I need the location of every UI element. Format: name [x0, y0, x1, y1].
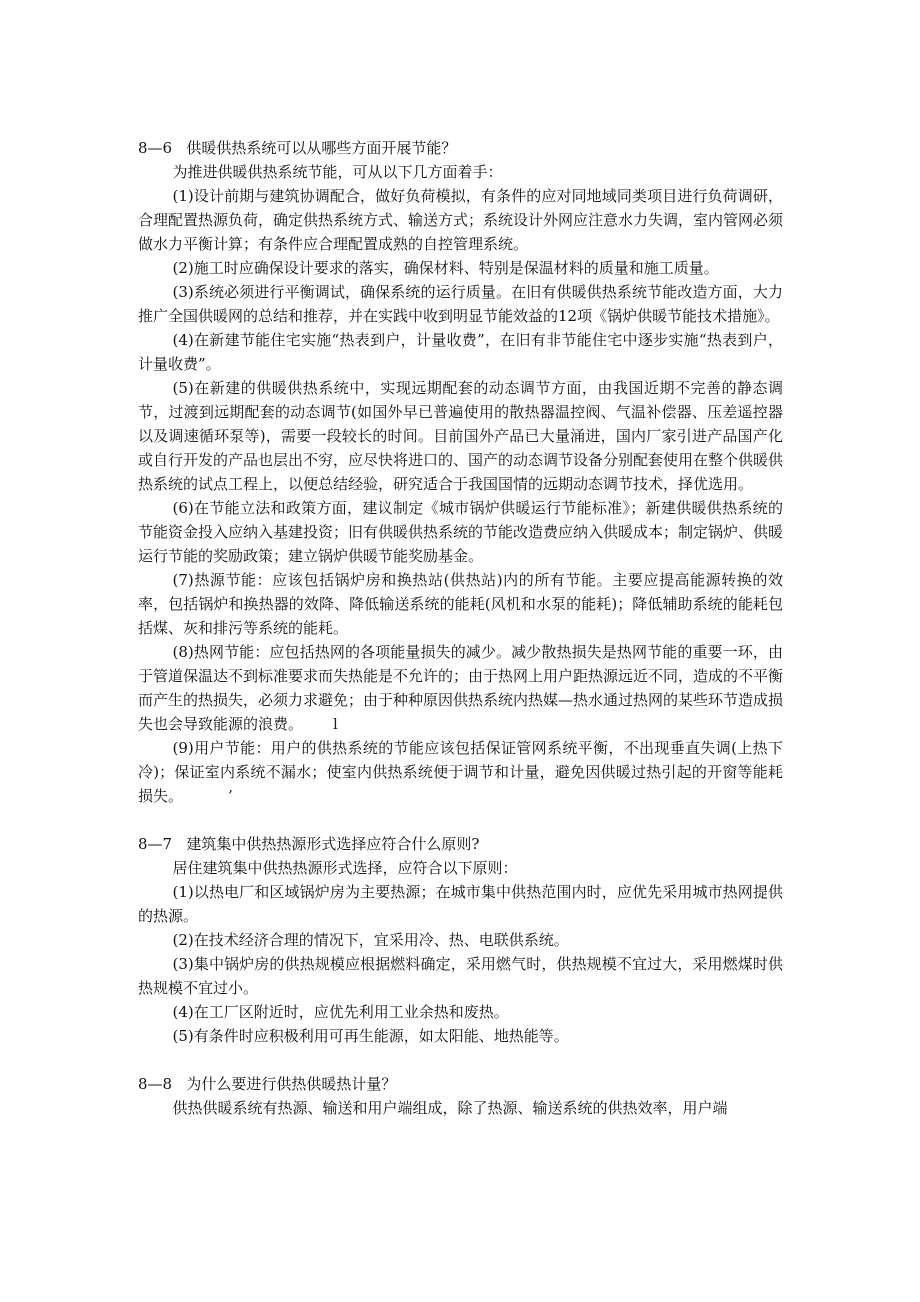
paragraph-with-mark — [138, 640, 783, 736]
paragraph: 供热供暖系统有热源、输送和用户端组成，除了热源、输送系统的供热效率，用户端 — [172, 1099, 728, 1117]
section-heading: 8—6 供暖供热系统可以从哪些方面开展节能？ — [138, 139, 457, 157]
paragraph: (2)施工时应确保设计要求的落实，确保材料、特别是保温材料的质量和施工质量。 — [172, 259, 719, 277]
section-spacer — [138, 1048, 783, 1072]
paragraph: (5)有条件时应积极利用可再生能源，如太阳能、地热能等。 — [172, 1027, 569, 1045]
section-spacer — [138, 808, 783, 832]
paragraph: (6)在节能立法和政策方面，建议制定《城市锅炉供暖运行节能标准》；新建供暖供热系统的节能资金投入应纳入基建投资；旧有供暖供热系统的节能改造费应纳入供暖成本；制定锅炉、供暖运行节能的奖励政策；建立锅炉供暖节能奖励基金。 — [138, 499, 784, 565]
paragraph: (3)集中锅炉房的供热规模应根据燃料确定，采用燃气时，供热规模不宜过大，采用燃煤时供热规模不宜过小。 — [138, 955, 783, 997]
paragraph-text: (9)用户节能：用户的供热系统的节能应该包括保证管网系统平衡，不出现垂直失调(上热下冷)；保证室内系统不漏水；使室内供热系统便于调节和计量，避免因供暖过热引起的开窗等能耗损失。 — [138, 739, 783, 805]
paragraph: (4)在工厂区附近时，应优先利用工业余热和废热。 — [172, 1003, 509, 1021]
paragraph: (4)在新建节能住宅实施“热表到户，计量收费”，在旧有非节能住宅中逐步实施“热表到户，计量收费”。 — [138, 331, 783, 373]
paragraph-with-mark — [138, 736, 783, 808]
section-8-6 — [138, 136, 783, 808]
paragraph: (3)系统必须进行平衡调试，确保系统的运行质量。在旧有供暖供热系统节能改造方面，大力推广全国供暖网的总结和推荐，并在实践中收到明显节能效益的12项《锅炉供暖节能技术措施》。 — [138, 283, 783, 325]
section-8-7 — [138, 832, 783, 1048]
section-heading: 8—8 为什么要进行供热供暖热计量？ — [138, 1075, 397, 1093]
paragraph: (2)在技术经济合理的情况下，宜采用冷、热、电联供系统。 — [172, 931, 569, 949]
section-8-8 — [138, 1072, 783, 1120]
paragraph: 居住建筑集中供热热源形式选择，应符合以下原则： — [172, 859, 518, 877]
stray-mark: ’ — [228, 787, 233, 805]
paragraph-text: (8)热网节能：应包括热网的各项能量损失的减少。减少散热损失是热网节能的重要一环，由于管道保温达不到标准要求而失热能是不允许的；由于热网上用户距热源远近不同，造成的不平衡而产生的热损失，必须力求避免；由于种种原因供热系统内热媒—热水通过热网的某些环节造成损失也会导致能源的浪费。 — [138, 643, 784, 733]
stray-mark: l — [333, 715, 338, 733]
paragraph: (7)热源节能：应该包括锅炉房和换热站(供热站)内的所有节能。主要应提高能源转换的效率，包括锅炉和换热器的效降、降低输送系统的能耗(风机和水泵的能耗)；降低辅助系统的能耗包括煤、灰和排污等系统的能耗。 — [138, 571, 783, 637]
paragraph: (1)设计前期与建筑协调配合，做好负荷模拟，有条件的应对同地域同类项目进行负荷调研，合理配置热源负荷，确定供热系统方式、输送方式；系统设计外网应注意水力失调，室内管网必须做水力平衡计算；有条件应合理配置成熟的自控管理系统。 — [138, 187, 784, 253]
paragraph: (1)以热电厂和区域锅炉房为主要热源；在城市集中供热范围内时，应优先采用城市热网提供的热源。 — [138, 883, 783, 925]
paragraph: 为推进供暖供热系统节能，可从以下几方面着手： — [172, 163, 503, 181]
section-heading: 8—7 建筑集中供热热源形式选择应符合什么原则? — [138, 835, 480, 853]
document-page — [138, 136, 783, 1120]
paragraph: (5)在新建的供暖供热系统中，实现远期配套的动态调节方面，由我国近期不完善的静态调节，过渡到远期配套的动态调节(如国外早已普遍使用的散热器温控阀、气温补偿器、压差遥控器以及调速循环泵等)，需要一段较长的时间。目前国外产品已大量涌进，国内厂家引进产品国产化或自行开发的产品也层出不穷，应尽快将进口的、国产的动态调节设备分别配套使用在整个供暖供热系统的试点工程上，以便总结经验，研究适合于我国国情的远期动态调节技术，择优选用。 — [138, 379, 784, 493]
